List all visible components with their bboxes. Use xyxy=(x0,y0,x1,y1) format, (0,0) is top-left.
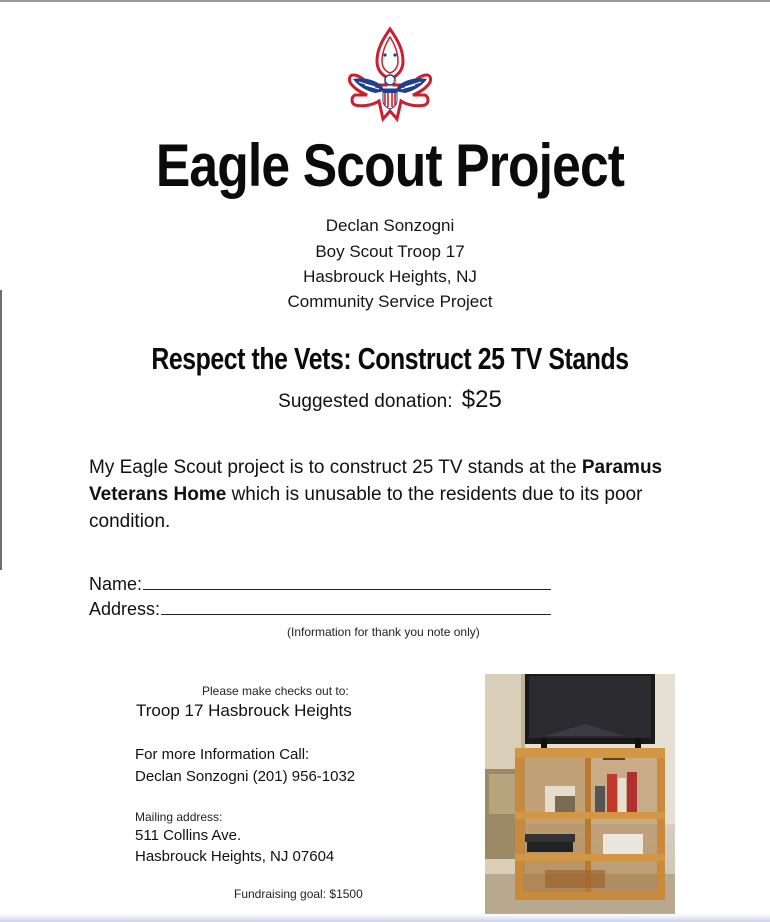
bsa-fleur-de-lis-logo xyxy=(345,25,435,125)
suggested-donation xyxy=(0,386,770,414)
info-project-type: Community Service Project xyxy=(287,292,493,311)
name-field[interactable] xyxy=(89,574,551,595)
tv-stand-illustration xyxy=(485,674,675,916)
info-name: Declan Sonzogni xyxy=(325,216,455,235)
address-label: Address: xyxy=(89,599,161,619)
checks-label: Please make checks out to: xyxy=(202,684,349,698)
fundraising-goal: Fundraising goal: $1500 xyxy=(234,887,363,901)
mailing-line-2: Hasbrouck Heights, NJ 07604 xyxy=(135,848,335,865)
description-part-1: My Eagle Scout project is to construct 25 TV stands at the xyxy=(89,457,577,478)
description-part-2: which is unusable to the residents due to its poor condition. xyxy=(89,484,643,532)
checks-payee: Troop 17 Hasbrouck Heights xyxy=(136,701,352,720)
info-troop: Boy Scout Troop 17 xyxy=(315,242,465,261)
mailing-label: Mailing address: xyxy=(135,810,223,824)
address-field[interactable] xyxy=(89,599,551,620)
name-label: Name: xyxy=(89,574,143,594)
info-town: Hasbrouck Heights, NJ xyxy=(303,267,477,286)
donation-amount: $25 xyxy=(461,386,502,413)
thank-you-note: (Information for thank you note only) xyxy=(287,625,480,639)
page-title: Eagle Scout Project xyxy=(155,132,625,199)
tv-stand-photo xyxy=(485,674,675,916)
description-veterans-home: Paramus Veterans Home xyxy=(89,457,663,505)
mailing-line-1: 511 Collins Ave. xyxy=(135,827,242,844)
project-description xyxy=(89,454,729,535)
frame-bottom-edge xyxy=(0,914,770,922)
contact-value: Declan Sonzogni (201) 956-1032 xyxy=(135,768,356,785)
frame-top-edge xyxy=(0,0,770,2)
frame-left-edge xyxy=(0,290,2,570)
contact-label: For more Information Call: xyxy=(135,746,310,763)
project-subtitle: Respect the Vets: Construct 25 TV Stands xyxy=(151,341,629,376)
name-blank-line[interactable] xyxy=(143,589,551,590)
address-blank-line[interactable] xyxy=(161,614,551,615)
donation-label: Suggested donation: xyxy=(278,391,453,412)
